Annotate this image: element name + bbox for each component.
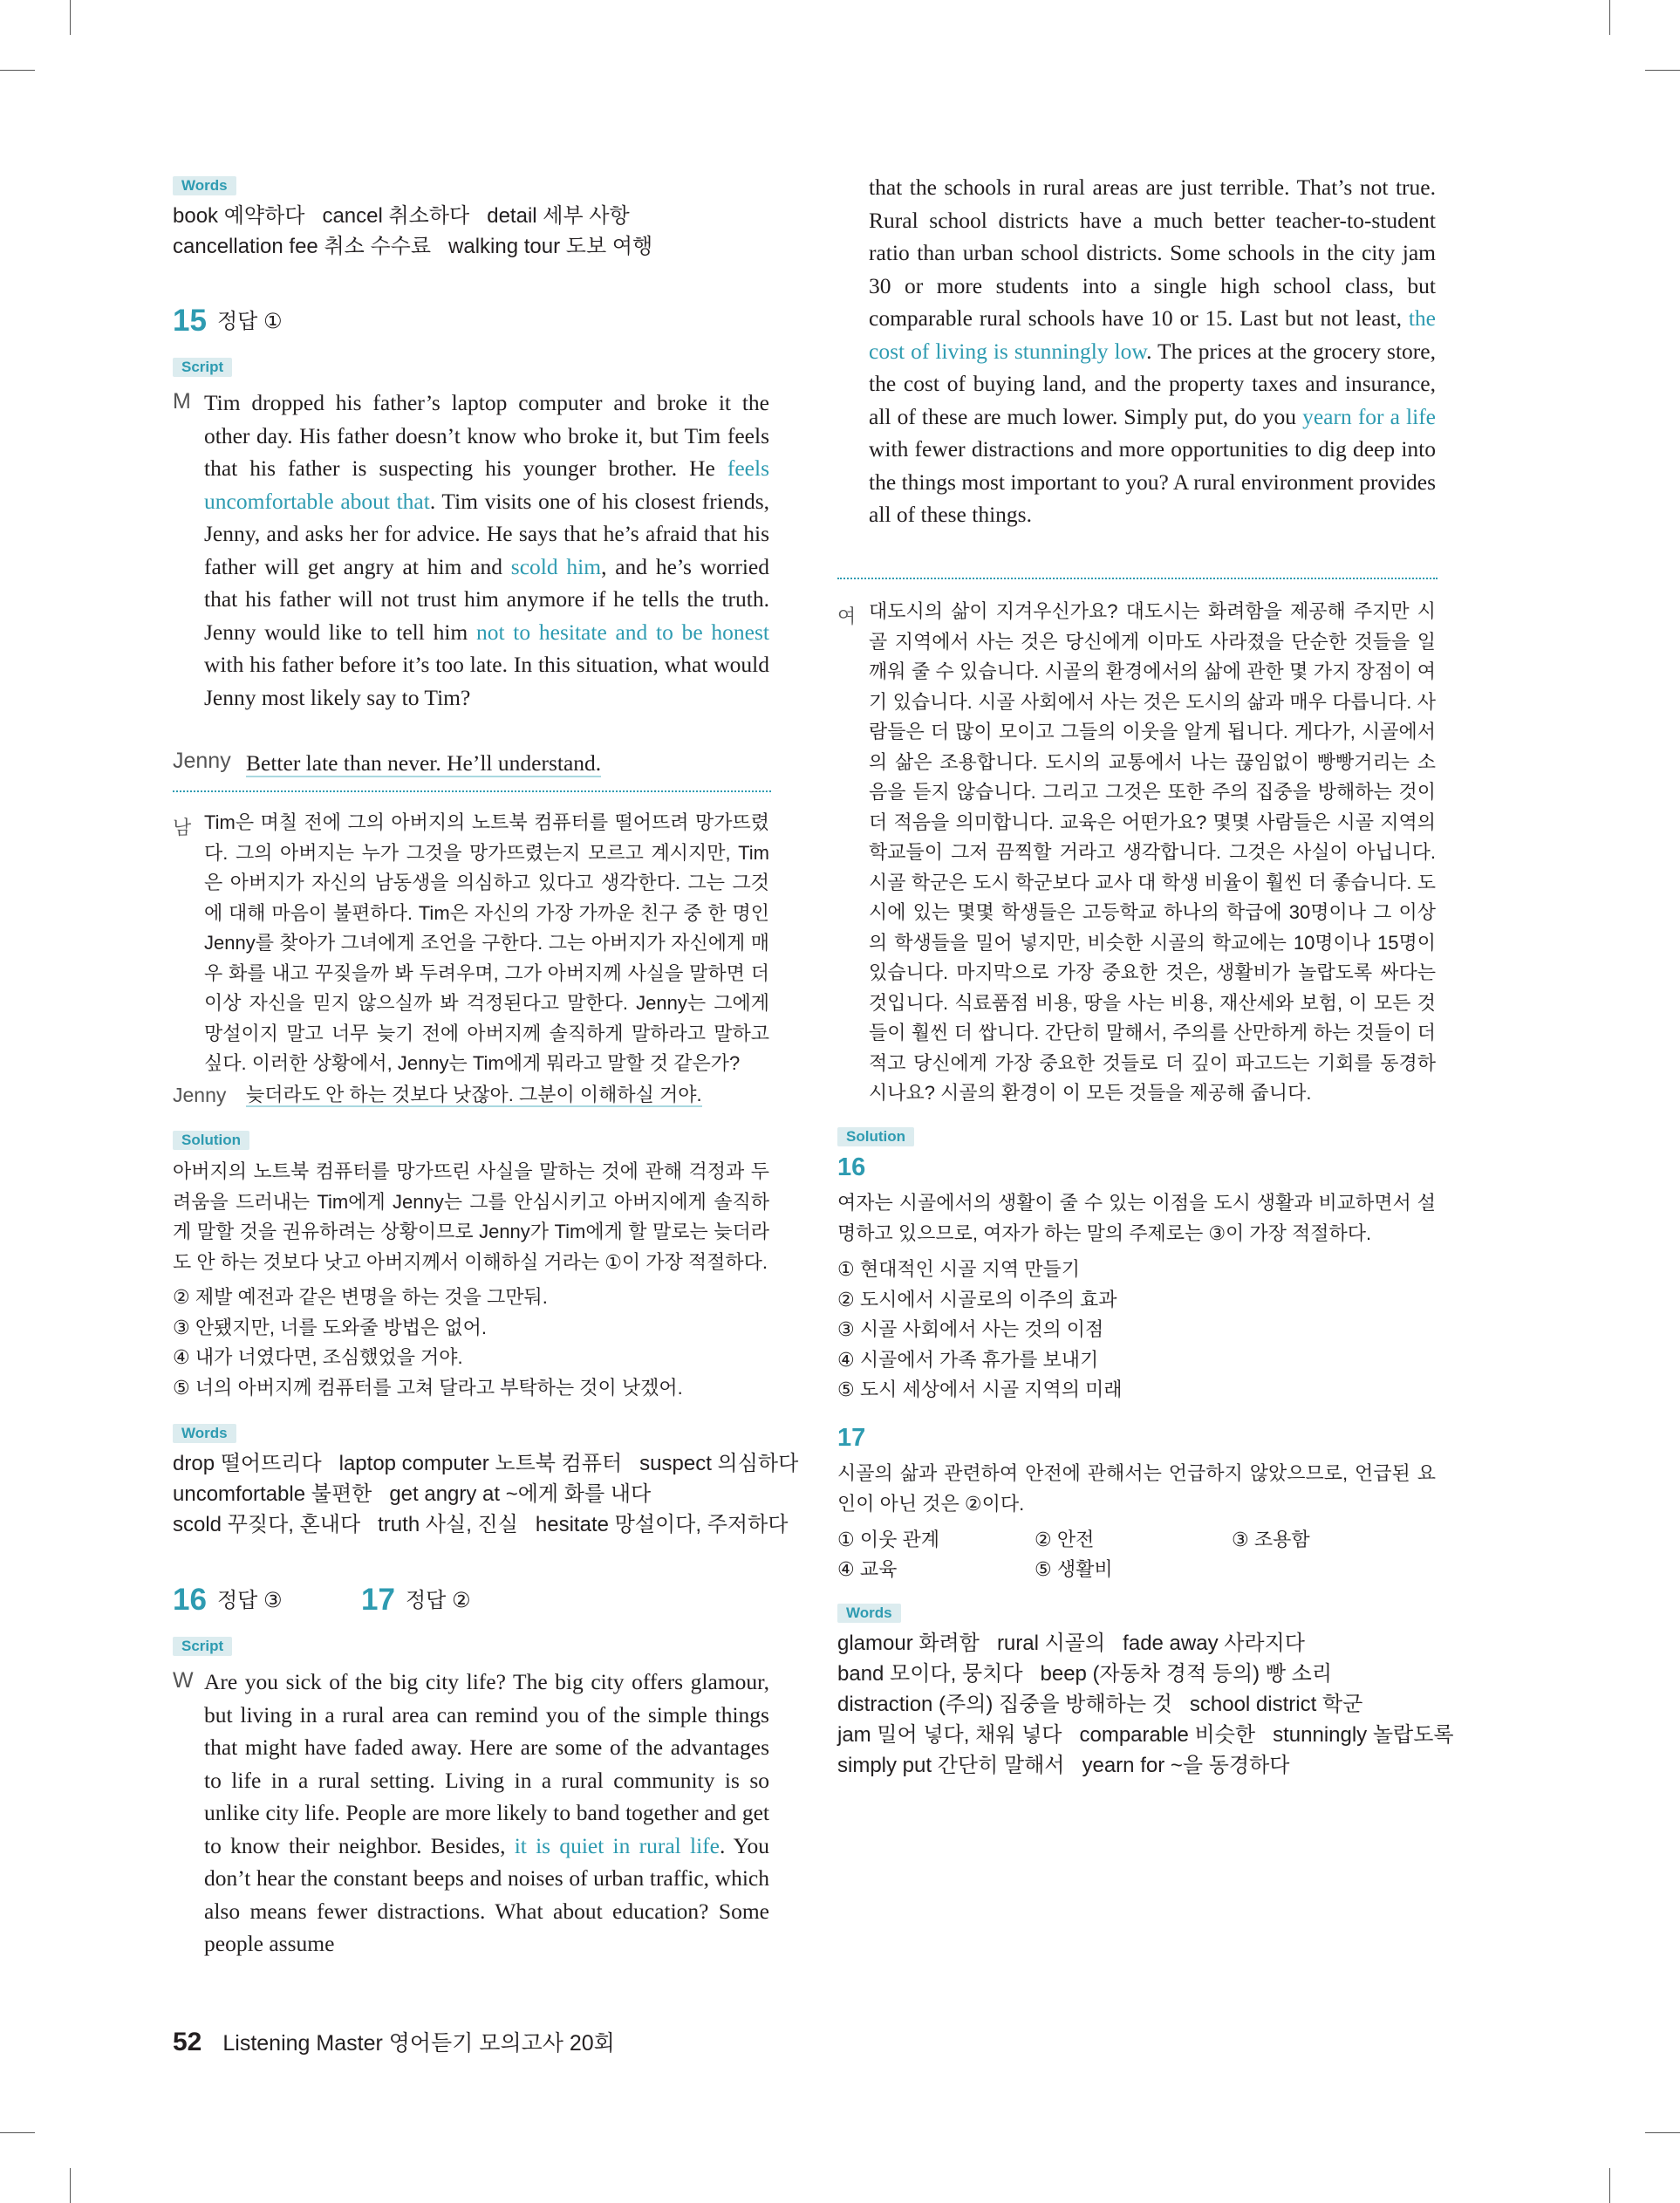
option-item: ② 안전 <box>1035 1529 1095 1550</box>
answer-label: 정답 ③ <box>216 1589 283 1612</box>
word-item: book 예약하다 <box>173 204 305 228</box>
options-list-16 <box>837 1255 1436 1406</box>
options-list-17 <box>837 1525 1436 1584</box>
words-tag: Words <box>837 1604 901 1623</box>
word-item: comparable 비슷한 <box>1079 1723 1256 1747</box>
word-item: beep (자동차 경적 등의) 빵 소리 <box>1040 1662 1333 1686</box>
word-item: walking tour 도보 여행 <box>448 235 653 258</box>
words-list <box>173 201 670 262</box>
word-item: drop 떨어뜨리다 <box>173 1452 322 1475</box>
word-item: detail 세부 사항 <box>487 204 630 228</box>
word-item: get angry at ~에게 화를 내다 <box>389 1482 652 1506</box>
question-number: 16 <box>837 1153 866 1181</box>
option-item: ① 이웃 관계 <box>837 1529 939 1550</box>
words-tag: Words <box>173 176 236 195</box>
option-item: ③ 시골 사회에서 사는 것의 이점 <box>837 1318 1104 1340</box>
script-text-15: Tim dropped his father’s laptop computer and broke it the other day. His father doesn’t know who broke it, but Tim feels that his father is suspecting his younger brother. He feels uncomfortable about that. Tim visits one of his closest friends, Jenny, and asks her for advice. He says that he’s afraid that his father will get angry at him and scold him, and he’s worried that his father will not trust him anymore if he tells the truth. Jenny would like to tell him not to hesitate and to be honest with his father before it’s too late. In this situation, what would Jenny most likely say to Tim? <box>204 390 770 710</box>
page-footer <box>173 2026 615 2057</box>
solution-tag: Solution <box>173 1131 249 1150</box>
option-item: ④ 교육 <box>837 1558 898 1580</box>
option-item: ④ 시골에서 가족 휴가를 보내기 <box>837 1348 1099 1371</box>
words-list-15 <box>173 1448 816 1540</box>
question-16-header <box>173 1583 283 1618</box>
solution-16-header <box>837 1153 876 1182</box>
translation-16-17: 대도시의 삶이 지겨우신가요? 대도시는 화려함을 제공해 주지만 시골 지역에서 사는 것은 당신에게 이마도 사라졌을 단순한 것들을 일깨워 줄 수 있습니다. 시골의 환경에서의 삶에 관한 몇 가지 장점이 여기 있습니다. 시골 사회에서 사는 것은 도시의 삶과 매우 다릅니다. 사람들은 더 많이 모이고 그들의 이웃을 알게 됩니다. 게다가, 시골에서의 삶은 조용합니다. 도시의 교통에서 나는 끊임없이 빵빵거리는 소음을 듣지 않습니다. 그리고 그것은 또한 주의 집중을 방해하는 것이 더 적음을 의미합니다. 교육은 어떤가요? 몇몇 사람들은 시골 지역의 학교들이 그저 끔찍할 거라고 생각합니다. 그것은 사실이 아닙니다. 시골 학군은 도시 학군보다 교사 대 학생 비율이 훨씬 더 좋습니다. 도시에 있는 몇몇 학생들은 고등학교 하나의 학급에 30명이나 그 이상의 학생들을 밀어 넣지만, 비슷한 시골의 학교에는 10명이나 15명이 있습니다. 마지막으로 가장 중요한 것은, 생활비가 놀랍도록 싸다는 것입니다. 식료품점 비용, 땅을 사는 비용, 재산세와 보험, 이 모든 것들이 훨씬 더 쌉니다. 간단히 말해서, 주의를 산만하게 하는 것들이 더 적고 당신에게 가장 중요한 것들로 더 깊이 파고드는 기회를 동경하시나요? 시골의 환경이 이 모든 것들을 제공해 줍니다. <box>869 600 1436 1104</box>
options-list-15 <box>173 1283 769 1403</box>
speaker-w: W <box>173 1668 194 1693</box>
word-item: scold 꾸짖다, 혼내다 <box>173 1513 361 1536</box>
script-tag: Script <box>173 358 232 377</box>
word-item: jam 밀어 넣다, 채워 넣다 <box>837 1723 1062 1747</box>
speaker-m: M <box>173 389 191 414</box>
word-item: glamour 화려함 <box>837 1632 980 1655</box>
word-item: fade away 사라지다 <box>1123 1632 1305 1655</box>
words-list-16-17 <box>837 1628 1472 1781</box>
words-tag: Words <box>173 1424 236 1443</box>
script-text-16-17: Are you sick of the big city life? The big city offers glamour, but living in a rural area can remind you of the simple things that might have faded away. Here are some of the advantages to life in a rural setting. Living in a rural community is so unlike city life. People are more likely to band together and get to know their neighbor. Besides, it is quiet in rural life. You don’t hear the constant beeps and noises of urban traffic, which also means fewer distractions. What about education? Some people assume <box>204 1669 770 1956</box>
word-item: yearn for ~을 동경하다 <box>1082 1754 1290 1777</box>
crop-mark <box>1609 0 1610 35</box>
answer-label: 정답 ① <box>216 310 283 333</box>
speaker-ko: 남 <box>173 817 192 838</box>
crop-mark <box>1609 2168 1610 2203</box>
option-item: ④ 내가 너였다면, 조심했었을 거야. <box>173 1346 463 1368</box>
option-item: ③ 안됐지만, 너를 도와줄 방법은 없어. <box>173 1316 488 1338</box>
crop-mark <box>1645 2132 1680 2133</box>
option-item: ⑤ 도시 세상에서 시골 지역의 미래 <box>837 1379 1123 1400</box>
option-item: ② 제발 예전과 같은 변명을 하는 것을 그만둬. <box>173 1286 548 1308</box>
solution-tag: Solution <box>837 1127 914 1146</box>
jenny-answer-ko: 늦더라도 안 하는 것보다 낫잖아. 그분이 이해하실 거야. <box>246 1084 702 1105</box>
word-item: stunningly 놀랍도록 <box>1273 1723 1454 1747</box>
option-item: ② 도시에서 시골로의 이주의 효과 <box>837 1288 1117 1310</box>
jenny-answer: Better late than never. He’ll understand. <box>246 750 602 776</box>
option-item: ⑤ 너의 아버지께 컴퓨터를 고쳐 달라고 부탁하는 것이 낫겠어. <box>173 1376 683 1399</box>
option-item: ① 현대적인 시골 지역 만들기 <box>837 1258 1080 1280</box>
answer-label: 정답 ② <box>405 1589 471 1612</box>
question-number: 17 <box>361 1583 395 1617</box>
solution-text-17: 시골의 삶과 관련하여 안전에 관해서는 언급하지 않았으므로, 언급된 요인이 아닌 것은 ②이다. <box>837 1462 1436 1515</box>
question-15-header <box>173 304 283 339</box>
word-item: uncomfortable 불편한 <box>173 1482 372 1506</box>
script-text-continued: that the schools in rural areas are just terrible. That’s not true. Rural school districts have a much better teacher-to-student ratio than urban school districts. Some schools in the city jam 30 or more students into a single high school class, but comparable rural schools have 10 or 15. Last but not least, the cost of living is stunningly low. The prices at the grocery store, the cost of buying land, and the property taxes and insurance, all of these are much lower. Simply put, do you yearn for a life with fewer distractions and more opportunities to dig deep into the things most important to you? A rural environment provides all of these things. <box>869 174 1436 527</box>
speaker-jenny-ko: Jenny <box>173 1084 227 1106</box>
option-item: ③ 조용함 <box>1232 1529 1310 1550</box>
divider <box>837 578 1438 579</box>
crop-mark <box>70 2168 71 2203</box>
question-number: 15 <box>173 304 207 338</box>
solution-text-16: 여자는 시골에서의 생활이 줄 수 있는 이점을 도시 생활과 비교하면서 설명하고 있으므로, 여자가 하는 말의 주제로는 ③이 가장 적절하다. <box>837 1192 1436 1244</box>
speaker-ko: 여 <box>837 605 857 627</box>
question-17-header <box>361 1583 471 1618</box>
question-number: 17 <box>837 1424 866 1452</box>
crop-mark <box>70 0 71 35</box>
word-item: hesitate 망설이다, 주저하다 <box>535 1513 789 1536</box>
word-item: rural 시골의 <box>996 1632 1106 1655</box>
divider <box>173 790 771 792</box>
question-number: 16 <box>173 1583 207 1617</box>
solution-17-header <box>837 1424 876 1453</box>
crop-mark <box>0 2132 35 2133</box>
word-item: laptop computer 노트북 컴퓨터 <box>338 1452 623 1475</box>
page-number: 52 <box>173 2028 202 2056</box>
book-title: Listening Master 영어듣기 모의고사 20회 <box>222 2031 615 2056</box>
crop-mark <box>1645 70 1680 71</box>
word-item: suspect 의심하다 <box>639 1452 799 1475</box>
word-item: distraction (주의) 집중을 방해하는 것 <box>837 1693 1172 1716</box>
word-item: cancel 취소하다 <box>322 204 470 228</box>
solution-text-15: 아버지의 노트북 컴퓨터를 망가뜨린 사실을 말하는 것에 관해 걱정과 두려움을 드러내는 Tim에게 Jenny는 그를 안심시키고 아버지에게 솔직하게 말할 것을 권유하려는 상황이므로 Jenny가 Tim에게 할 말로는 늦더라도 안 하는 것보다 낫고 아버지께서 이해하실 거라는 ①이 가장 적절하다. <box>173 1160 769 1273</box>
word-item: school district 학군 <box>1189 1693 1363 1716</box>
word-item: truth 사실, 진실 <box>378 1513 518 1536</box>
option-item: ⑤ 생활비 <box>1035 1558 1113 1580</box>
script-tag: Script <box>173 1637 232 1656</box>
word-item: cancellation fee 취소 수수료 <box>173 235 432 258</box>
crop-mark <box>0 70 35 71</box>
translation-15: Tim은 며칠 전에 그의 아버지의 노트북 컴퓨터를 떨어뜨려 망가뜨렸다. 그의 아버지는 누가 그것을 망가뜨렸는지 모르고 계시지만, Tim은 아버지가 자신의 남동생을 의심하고 있다고 생각한다. 그는 그것에 대해 마음이 불편하다. Tim은 자신의 가장 가까운 친구 중 한 명인 Jenny를 찾아가 그녀에게 조언을 구한다. 그는 아버지가 자신에게 매우 화를 내고 꾸짖을까 봐 두려우며, 그가 아버지께 사실을 말하면 더 이상 자신을 믿지 않으실까 봐 걱정된다고 말한다. Jenny는 그에게 망설이지 말고 너무 늦기 전에 아버지께 솔직하게 말하라고 말하고 싶다. 이러한 상황에서, Jenny는 Tim에게 뭐라고 말할 것 같은가? <box>204 811 769 1074</box>
word-item: band 모이다, 뭉치다 <box>837 1662 1023 1686</box>
speaker-jenny: Jenny <box>173 749 231 773</box>
word-item: simply put 간단히 말해서 <box>837 1754 1065 1777</box>
